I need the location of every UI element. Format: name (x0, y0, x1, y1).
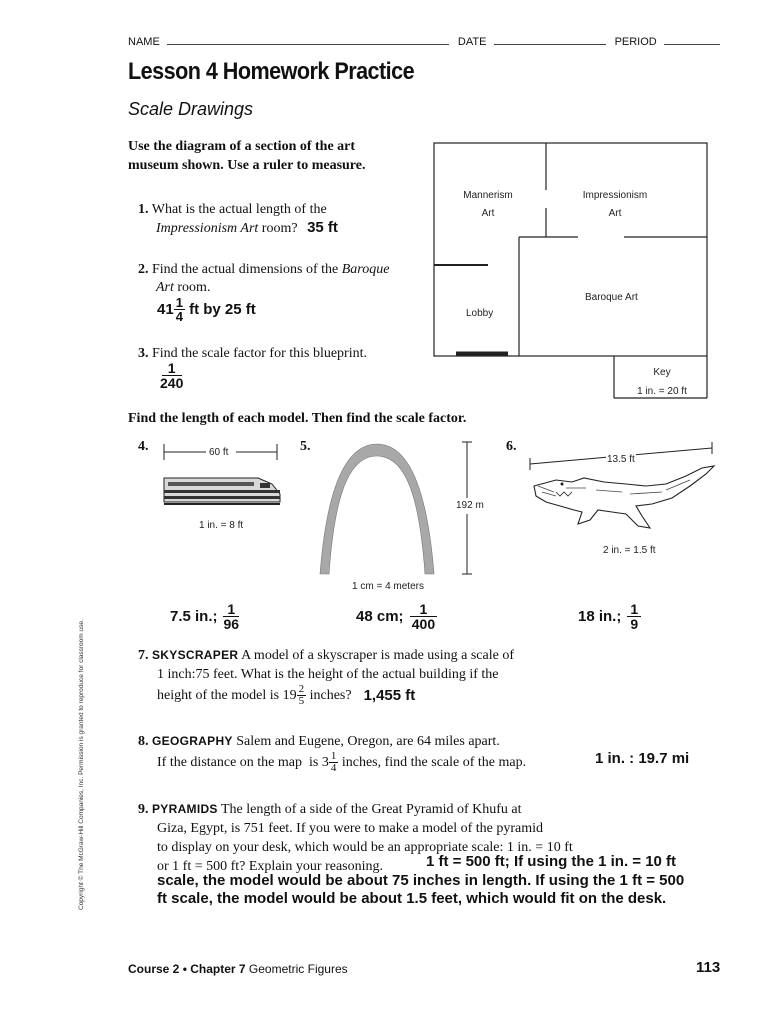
room-impressionism-label-2: Art (608, 208, 622, 219)
q6-answer (578, 602, 641, 631)
q9-answer-line-3: ft scale, the model would be about 1.5 feet, which would fit on the desk. (157, 890, 667, 907)
footer-topic: Geometric Figures (245, 962, 348, 976)
q4-num: 4. (138, 439, 149, 454)
q3-num: 3. (138, 346, 149, 361)
q1-italic: Impressionism Art (156, 221, 259, 236)
name-label: NAME (128, 36, 160, 48)
q6-num: 6. (506, 439, 517, 454)
q1-answer: 35 ft (307, 219, 338, 236)
q2-text1: Find the actual dimensions of the (152, 262, 342, 277)
key-value: 1 in. = 20 ft (637, 386, 687, 397)
q7-f-num: 2 (298, 683, 305, 695)
q6-ans-text: 18 in.; (578, 608, 622, 625)
page-number: 113 (696, 959, 721, 976)
footer (128, 962, 348, 976)
q5-scale: 1 cm = 4 meters (352, 581, 424, 592)
q9-text1: The length of a side of the Great Pyramid of Khufu at (217, 802, 522, 817)
blueprint-key (616, 363, 708, 401)
room-mannerism-label: Mannerism (463, 190, 513, 201)
q3-text: Find the scale factor for this blueprint. (152, 346, 367, 361)
q8-f-den: 4 (330, 762, 337, 774)
question-2 (138, 261, 438, 297)
q5-ans-num: 1 (410, 602, 438, 617)
q3-answer (158, 361, 185, 390)
date-field[interactable] (494, 34, 606, 45)
q7-num: 7. (138, 648, 149, 663)
intro-text: Use the diagram of a section of the art museum shown. Use a ruler to measure. (128, 139, 366, 173)
q9-tag: PYRAMIDS (152, 802, 218, 816)
date-label: DATE (457, 36, 487, 48)
q4-ans-fraction (222, 602, 242, 631)
q4-ans-text: 7.5 in.; (170, 608, 218, 625)
q3-ans-den: 240 (160, 375, 184, 391)
q9-text3: to display on your desk, which would be an appropriate scale: 1 in. = 10 ft (157, 840, 573, 855)
q6-scale: 2 in. = 1.5 ft (603, 545, 656, 556)
q1-text: What is the actual length of the (151, 202, 327, 217)
q5-ans-text: 48 cm; (356, 608, 404, 625)
q9-text2: Giza, Egypt, is 751 feet. If you were to make a model of the pyramid (157, 821, 544, 836)
footer-course: Course 2 (128, 962, 180, 976)
q7-tag: SKYSCRAPER (152, 648, 239, 662)
q6-dimension: 13.5 ft (607, 454, 635, 465)
q3-ans-fraction (158, 361, 185, 390)
question-7 (138, 646, 698, 707)
q5-answer (356, 602, 437, 631)
q6-ans-den: 9 (630, 616, 639, 632)
q4-answer (170, 602, 241, 631)
q9-answer-line-2: scale, the model would be about 75 inches in length. If using the 1 ft = 500 (157, 872, 685, 889)
q2-ans-whole: 41 (157, 301, 174, 318)
q7-text2: 1 inch:75 feet. What is the height of the actual building if the (157, 667, 499, 682)
q8-tag: GEOGRAPHY (152, 734, 233, 748)
room-mannerism-label-2: Art (481, 208, 495, 219)
q8-answer: 1 in. : 19.7 mi (595, 750, 690, 767)
q2-italic1: Baroque (341, 262, 390, 277)
q2-num: 2. (138, 262, 149, 277)
q8-line2 (138, 751, 526, 774)
q8-num: 8. (138, 734, 149, 749)
q9-text4: or 1 ft = 500 ft? Explain your reasoning. (157, 859, 384, 874)
q7-answer: 1,455 ft (363, 687, 416, 704)
q5-ans-den: 400 (411, 616, 436, 632)
question-1 (138, 201, 428, 238)
q4-dimension: 60 ft (209, 447, 229, 458)
q7-text1: A model of a skyscraper is made using a scale of (238, 648, 515, 663)
models-instruction: Find the length of each model. Then find the scale factor. (128, 411, 467, 426)
q3-ans-num: 1 (162, 361, 182, 376)
q2-ans-num: 1 (175, 295, 183, 310)
copyright-notice: Copyright © The McGraw-Hill Companies, Inc. Permission is granted to reproduce for classroom use. (78, 619, 85, 910)
q2-text2: room. (173, 280, 211, 295)
q9-num: 9. (138, 802, 149, 817)
q4-ans-den: 96 (223, 616, 240, 632)
q1-text2: room? (258, 221, 298, 236)
q8-f-num: 1 (330, 750, 337, 762)
q5-num: 5. (300, 439, 311, 454)
q5-ans-fraction (410, 602, 438, 631)
page-title: Lesson 4 Homework Practice (128, 58, 415, 85)
q8-fraction (329, 751, 339, 774)
q2-ans-rest: ft by 25 ft (184, 301, 256, 318)
room-mannerism (454, 187, 522, 223)
room-impressionism (575, 187, 655, 223)
q7-fraction (297, 684, 307, 707)
page-subtitle: Scale Drawings (128, 99, 254, 119)
q8-text2b: inches, find the scale of the map. (338, 755, 527, 770)
period-label: PERIOD (614, 36, 657, 48)
footer-chapter: Chapter 7 (190, 962, 246, 976)
q2-answer (157, 296, 256, 323)
q7-text3b: inches? (306, 688, 352, 703)
q7-line3 (138, 684, 415, 707)
key-title: Key (653, 367, 671, 378)
q2-ans-den: 4 (175, 309, 183, 324)
footer-bullet: • (179, 962, 191, 976)
q2-ans-fraction (174, 296, 185, 323)
q7-f-den: 5 (298, 695, 305, 707)
q9-answer-line-1: 1 ft = 500 ft; If using the 1 in. = 10 ft (426, 853, 677, 870)
name-field[interactable] (167, 34, 449, 45)
q8-text1: Salem and Eugene, Oregon, are 64 miles apart. (232, 734, 500, 749)
room-impressionism-label: Impressionism (582, 190, 648, 201)
q2-italic2: Art (156, 280, 174, 295)
q4-ans-num: 1 (223, 602, 239, 617)
room-baroque: Baroque Art (585, 292, 638, 303)
q5-dimension: 192 m (456, 500, 484, 511)
header-row (128, 34, 720, 48)
q6-ans-fraction (627, 602, 641, 631)
q7-text3a: height of the model is 19 (157, 688, 297, 703)
q1-num: 1. (138, 202, 149, 217)
room-lobby: Lobby (466, 308, 494, 319)
period-field[interactable] (664, 34, 720, 45)
q8-text2a: If the distance on the map is 3 (157, 755, 329, 770)
q6-ans-num: 1 (627, 602, 641, 617)
museum-blueprint (432, 142, 710, 400)
q4-scale: 1 in. = 8 ft (199, 520, 244, 531)
